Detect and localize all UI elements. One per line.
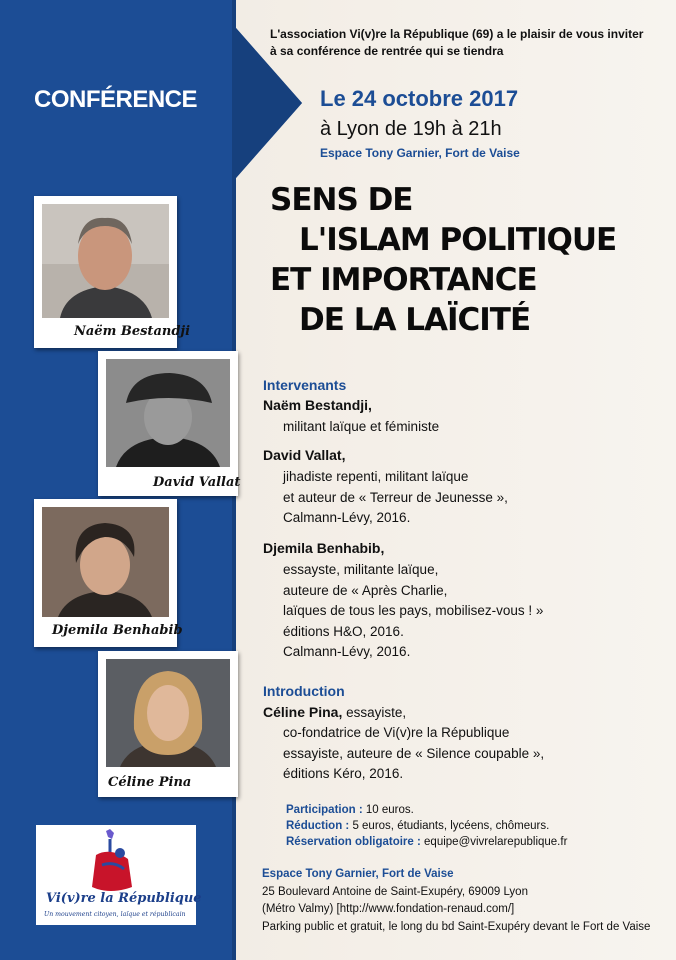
participation-value: 10 euros. bbox=[362, 804, 414, 816]
speaker-3-line: essayste, militante laïque, bbox=[283, 562, 439, 577]
footer-metro[interactable]: (Métro Valmy) [http://www.fondation-renaud.com/] bbox=[262, 903, 515, 915]
conference-label: CONFÉRENCE bbox=[34, 86, 198, 113]
title-line-1: SENS DE bbox=[270, 182, 413, 218]
invitation-line-2: à sa conférence de rentrée qui se tiendra bbox=[270, 44, 504, 58]
speaker-photo-card bbox=[34, 499, 183, 647]
speaker-1-name: Naëm Bestandji, bbox=[263, 397, 372, 413]
speakers-heading: Intervenants bbox=[263, 377, 347, 393]
reservation-row bbox=[286, 834, 567, 850]
photo-caption: Naëm Bestandji bbox=[74, 324, 191, 339]
speaker-1-desc bbox=[283, 417, 439, 438]
event-time: à Lyon de 19h à 21h bbox=[320, 118, 502, 140]
logo-tagline: Un mouvement citoyen, laïque et républicain bbox=[44, 911, 186, 918]
speaker-3-line: Calmann-Lévy, 2016. bbox=[283, 644, 411, 659]
participation-row bbox=[286, 802, 567, 818]
speaker-3-desc bbox=[283, 560, 543, 663]
marianne-logo-icon bbox=[36, 825, 196, 925]
speaker-2-line: Calmann-Lévy, 2016. bbox=[283, 510, 411, 525]
reservation-email[interactable]: equipe@vivrelarepublique.fr bbox=[420, 836, 568, 848]
venue-footer bbox=[262, 866, 672, 936]
introducer-desc bbox=[283, 723, 544, 785]
title-line-3: ET IMPORTANCE bbox=[270, 262, 537, 298]
speaker-3-line: laïques de tous les pays, mobilisez-vous ! » bbox=[283, 603, 544, 618]
speaker-2-desc bbox=[283, 467, 508, 529]
speaker-3-line: éditions H&O, 2016. bbox=[283, 623, 404, 639]
speaker-photo bbox=[42, 507, 169, 617]
photo-caption: Céline Pina bbox=[108, 775, 192, 790]
speaker-2-name: David Vallat, bbox=[263, 447, 346, 463]
photo-caption: David Vallat bbox=[153, 475, 241, 490]
footer-parking: Parking public et gratuit, le long du bd Saint-Exupéry devant le Fort de Vaise bbox=[262, 920, 651, 933]
invitation-text bbox=[270, 26, 670, 60]
introducer bbox=[263, 703, 406, 724]
reservation-label: Réservation obligatoire : bbox=[286, 836, 421, 848]
introducer-name: Céline Pina, bbox=[263, 704, 343, 720]
speaker-2-line: jihadiste repenti, militant laïque bbox=[283, 469, 469, 484]
introducer-line: éditions Kéro, 2016. bbox=[283, 766, 404, 781]
introducer-line: co-fondatrice de Vi(v)re la République bbox=[283, 725, 510, 740]
introducer-line: essayiste, auteure de « Silence coupable », bbox=[283, 745, 545, 761]
speaker-photo bbox=[106, 659, 230, 767]
speaker-3-name: Djemila Benhabib, bbox=[263, 540, 385, 556]
reduction-label: Réduction : bbox=[286, 820, 350, 832]
footer-address: 25 Boulevard Antoine de Saint-Exupéry, 69009 Lyon bbox=[262, 885, 528, 898]
speaker-photo-card bbox=[98, 651, 238, 797]
footer-venue: Espace Tony Garnier, Fort de Vaise bbox=[262, 868, 454, 880]
event-date: Le 24 octobre 2017 bbox=[320, 86, 519, 111]
participation-label: Participation : bbox=[286, 804, 363, 816]
reduction-row bbox=[286, 818, 567, 834]
photo-caption: Djemila Benhabib bbox=[52, 623, 183, 638]
speaker-3-line: auteure de « Après Charlie, bbox=[283, 582, 448, 598]
speaker-photo-card bbox=[34, 196, 191, 348]
title-line-4: DE LA LAÏCITÉ bbox=[299, 302, 531, 338]
invitation-line-1: L'association Vi(v)re la République (69) a le plaisir de vous inviter bbox=[270, 27, 644, 41]
title-line-2: L'ISLAM POLITIQUE bbox=[299, 222, 617, 258]
logo-name: Vi(v)re la République bbox=[46, 891, 202, 906]
introducer-role: essayiste, bbox=[342, 705, 407, 720]
speaker-photo-card bbox=[98, 351, 241, 496]
practical-info bbox=[286, 802, 567, 850]
vivre-la-republique-logo bbox=[36, 825, 202, 925]
event-venue: Espace Tony Garnier, Fort de Vaise bbox=[320, 146, 520, 160]
speaker-2-line: et auteur de « Terreur de Jeunesse », bbox=[283, 489, 508, 505]
speaker-photo bbox=[42, 204, 169, 318]
introduction-heading: Introduction bbox=[263, 683, 345, 699]
speaker-1-line: militant laïque et féministe bbox=[283, 419, 440, 434]
speaker-photo bbox=[106, 359, 230, 467]
reduction-value: 5 euros, étudiants, lycéens, chômeurs. bbox=[349, 820, 550, 832]
